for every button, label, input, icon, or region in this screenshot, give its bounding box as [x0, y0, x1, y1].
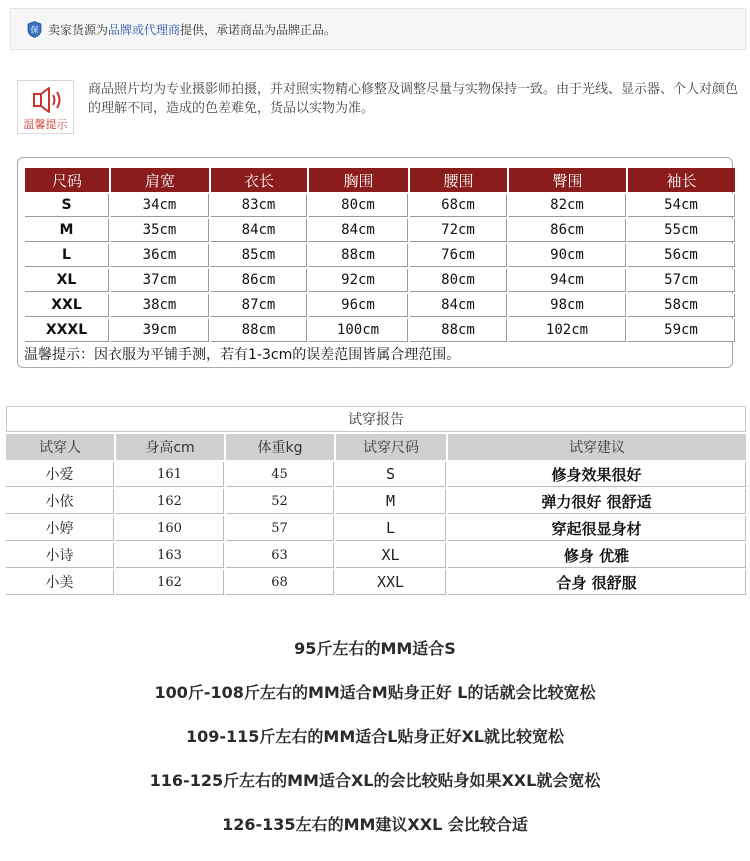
size-cell: 39cm	[111, 319, 209, 342]
report-cell: 57	[226, 516, 334, 541]
report-cell: 小婷	[6, 516, 114, 541]
report-title: 试穿报告	[6, 406, 746, 432]
warm-tip-label: 温馨提示	[23, 118, 68, 131]
report-cell: 162	[116, 489, 224, 514]
size-cell: 88cm	[309, 244, 408, 267]
report-row	[6, 462, 746, 487]
size-cell: 58cm	[628, 294, 735, 317]
report-header-row	[6, 434, 746, 460]
size-row	[25, 194, 735, 217]
size-cell: 55cm	[628, 219, 735, 242]
size-header-waist: 腰围	[410, 168, 507, 192]
size-cell: 36cm	[111, 244, 209, 267]
size-header-length: 衣长	[211, 168, 307, 192]
report-cell: 小美	[6, 570, 114, 595]
notice-prefix: 卖家货源为	[48, 22, 109, 37]
size-cell: 98cm	[509, 294, 626, 317]
svg-text:保: 保	[30, 25, 39, 34]
size-cell: S	[25, 194, 109, 217]
report-title-row	[6, 406, 746, 432]
measurement-note: 温馨提示：因衣服为平铺手测，若有1-3cm的误差范围皆属合理范围。	[24, 347, 461, 363]
speaker-icon	[26, 85, 66, 115]
size-cell: 38cm	[111, 294, 209, 317]
warm-tip-badge	[17, 80, 74, 134]
size-header-size: 尺码	[25, 168, 109, 192]
report-row	[6, 570, 746, 595]
size-cell: 88cm	[211, 319, 307, 342]
report-cell: 52	[226, 489, 334, 514]
seller-notice-bar	[10, 8, 746, 50]
report-cell: 45	[226, 462, 334, 487]
report-header-advice: 试穿建议	[448, 434, 746, 460]
size-cell: 88cm	[410, 319, 507, 342]
report-cell: 小诗	[6, 543, 114, 568]
size-cell: 80cm	[410, 269, 507, 292]
size-cell: 90cm	[509, 244, 626, 267]
size-header-shoulder: 肩宽	[111, 168, 209, 192]
size-cell: L	[25, 244, 109, 267]
report-cell: L	[336, 516, 446, 541]
size-cell: M	[25, 219, 109, 242]
report-cell: 修身效果很好	[448, 462, 746, 487]
size-cell: 84cm	[211, 219, 307, 242]
report-header-person: 试穿人	[6, 434, 114, 460]
size-cell: 87cm	[211, 294, 307, 317]
report-cell: 弹力很好 很舒适	[448, 489, 746, 514]
recommendation-line: 109-115斤左右的MM适合L贴身正好XL就比较宽松	[185, 727, 564, 746]
size-header-hip: 臀围	[509, 168, 626, 192]
size-row	[25, 294, 735, 317]
report-header-size: 试穿尺码	[336, 434, 446, 460]
report-cell: 小依	[6, 489, 114, 514]
size-row	[25, 269, 735, 292]
report-row	[6, 543, 746, 568]
size-cell: 86cm	[211, 269, 307, 292]
size-cell: 96cm	[309, 294, 408, 317]
report-header-weight: 体重kg	[226, 434, 334, 460]
size-cell: 72cm	[410, 219, 507, 242]
size-cell: 57cm	[628, 269, 735, 292]
size-cell: 82cm	[509, 194, 626, 217]
photo-disclaimer-text: 商品照片均为专业摄影师拍摄，并对照实物精心修整及调整尽量与实物保持一致。由于光线、显示器、个人对颜色的理解不同，造成的色差难免，货品以实物为准。	[88, 82, 739, 116]
size-cell: 102cm	[509, 319, 626, 342]
brand-agent-link[interactable]: 品牌或代理商	[108, 22, 181, 37]
size-cell: 100cm	[309, 319, 408, 342]
size-cell: 59cm	[628, 319, 735, 342]
size-cell: 37cm	[111, 269, 209, 292]
report-cell: 160	[116, 516, 224, 541]
size-cell: 68cm	[410, 194, 507, 217]
size-cell: 34cm	[111, 194, 209, 217]
shield-badge-icon	[27, 21, 42, 38]
report-row	[6, 489, 746, 514]
size-row	[25, 319, 735, 342]
report-cell: 162	[116, 570, 224, 595]
size-cell: 84cm	[410, 294, 507, 317]
size-cell: 76cm	[410, 244, 507, 267]
size-cell: 94cm	[509, 269, 626, 292]
report-cell: 修身 优雅	[448, 543, 746, 568]
report-header-height: 身高cm	[116, 434, 224, 460]
report-cell: M	[336, 489, 446, 514]
report-row	[6, 516, 746, 541]
notice-suffix: 提供，承诺商品为品牌正品。	[180, 22, 337, 37]
report-cell: 63	[226, 543, 334, 568]
report-cell: 161	[116, 462, 224, 487]
size-cell: 84cm	[309, 219, 408, 242]
size-cell: 80cm	[309, 194, 408, 217]
report-cell: 68	[226, 570, 334, 595]
size-cell: 56cm	[628, 244, 735, 267]
size-cell: 92cm	[309, 269, 408, 292]
size-cell: 85cm	[211, 244, 307, 267]
recommendation-line: 100斤-108斤左右的MM适合M贴身正好 L的话就会比较宽松	[154, 683, 596, 702]
size-row	[25, 244, 735, 267]
fitting-report-table	[4, 404, 748, 597]
report-cell: S	[336, 462, 446, 487]
recommendation-line: 126-135左右的MM建议XXL 会比较合适	[222, 815, 528, 834]
size-chart-panel	[17, 157, 733, 368]
size-cell: 54cm	[628, 194, 735, 217]
size-cell: XXXL	[25, 319, 109, 342]
report-cell: 163	[116, 543, 224, 568]
report-cell: 小爱	[6, 462, 114, 487]
size-header-sleeve: 袖长	[628, 168, 735, 192]
recommendation-line: 95斤左右的MM适合S	[294, 639, 456, 658]
size-cell: 35cm	[111, 219, 209, 242]
size-cell: 86cm	[509, 219, 626, 242]
size-cell: 83cm	[211, 194, 307, 217]
size-header-bust: 胸围	[309, 168, 408, 192]
size-cell: XL	[25, 269, 109, 292]
report-cell: XL	[336, 543, 446, 568]
report-cell: XXL	[336, 570, 446, 595]
report-cell: 穿起很显身材	[448, 516, 746, 541]
size-cell: XXL	[25, 294, 109, 317]
report-cell: 合身 很舒服	[448, 570, 746, 595]
recommendation-line: 116-125斤左右的MM适合XL的会比较贴身如果XXL就会宽松	[149, 771, 601, 790]
size-row	[25, 219, 735, 242]
size-chart-table	[23, 166, 737, 344]
size-chart-header-row	[25, 168, 735, 192]
